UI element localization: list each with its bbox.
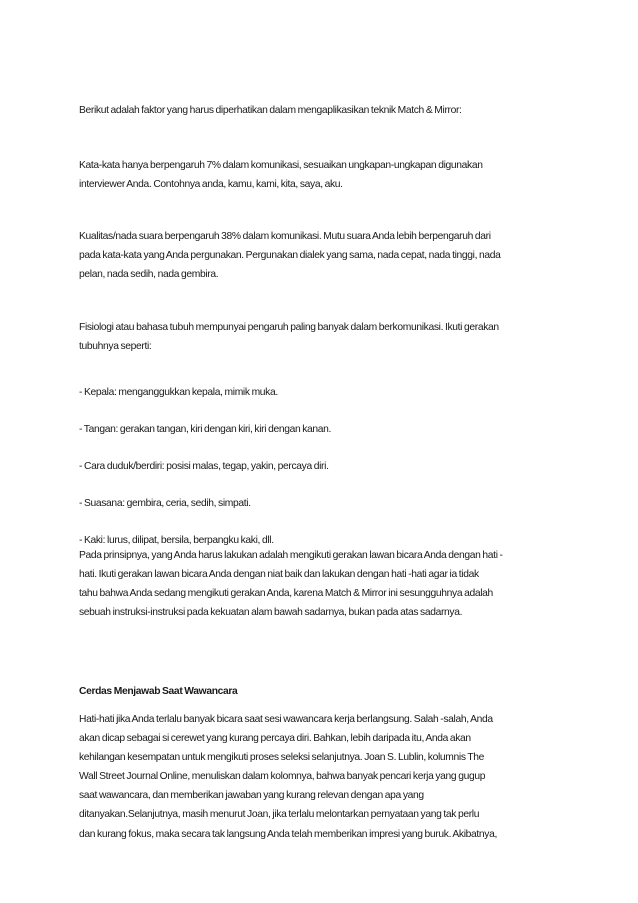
list-item: - Cara duduk/berdiri: posisi malas, tegap, yakin, percaya diri. bbox=[79, 460, 329, 472]
text-line: Wall Street Journal Online, menuliskan dalam kolomnya, bahwa banyak pencari kerja yang gugup bbox=[79, 771, 486, 783]
text-line: akan dicap sebagai si cerewet yang kurang percaya diri. Bahkan, lebih daripada itu, Anda akan bbox=[79, 733, 471, 745]
text-line: pelan, nada sedih, nada gembira. bbox=[79, 269, 219, 281]
text-line: ditanyakan.Selanjutnya, masih menurut Joan, jika terlalu melontarkan pernyataan yang tak perlu bbox=[79, 809, 480, 821]
list-item: - Kaki: lurus, dilipat, bersila, berpangku kaki, dll. bbox=[79, 534, 274, 546]
text-line: saat wawancara, dan memberikan jawaban yang kurang relevan dengan apa yang bbox=[79, 790, 424, 802]
kata-kata-paragraph bbox=[79, 156, 561, 194]
text-line: dan kurang fokus, maka secara tak langsung Anda telah memberikan impresi yang buruk. Akibatnya, bbox=[79, 828, 497, 840]
text-line: tubuhnya seperti: bbox=[79, 341, 152, 353]
text-line: interviewer Anda. Contohnya anda, kamu, kami, kita, saya, aku. bbox=[79, 179, 343, 191]
prinsip-paragraph bbox=[79, 546, 561, 622]
section-heading bbox=[79, 682, 561, 701]
text-line: Fisiologi atau bahasa tubuh mempunyai pengaruh paling banyak dalam berkomunikasi. Ikuti gerakan bbox=[79, 322, 499, 333]
text-line: Berikut adalah faktor yang harus diperhatikan dalam mengaplikasikan teknik Match & Mirror: bbox=[79, 105, 462, 116]
text-line: kehilangan kesempatan untuk mengikuti proses seleksi selanjutnya. Joan S. Lublin, kolumnis The bbox=[79, 752, 485, 764]
list-item: - Kepala: menganggukkan kepala, mimik muka. bbox=[79, 387, 278, 398]
body-gesture-list bbox=[79, 383, 561, 550]
heading-text: Cerdas Menjawab Saat Wawancara bbox=[79, 686, 238, 697]
text-line: Hati-hati jika Anda terlalu banyak bicara saat sesi wawancara kerja berlangsung. Salah -salah, Anda bbox=[79, 714, 493, 725]
list-item: - Tangan: gerakan tangan, kiri dengan kiri, kiri dengan kanan. bbox=[79, 423, 332, 435]
text-line: Pada prinsipnya, yang Anda harus lakukan adalah mengikuti gerakan lawan bicara Anda dengan hati - bbox=[79, 550, 503, 561]
text-line: pada kata-kata yang Anda pergunakan. Pergunakan dialek yang sama, nada cepat, nada tinggi, nada bbox=[79, 250, 501, 262]
text-line: Kualitas/nada suara berpengaruh 38% dalam komunikasi. Mutu suara Anda lebih berpengaruh dari bbox=[79, 231, 491, 242]
kualitas-paragraph bbox=[79, 227, 561, 284]
text-line: sebuah instruksi-instruksi pada kekuatan alam bawah sadarnya, bukan pada atas sadarnya. bbox=[79, 607, 463, 619]
text-line: Kata-kata hanya berpengaruh 7% dalam komunikasi, sesuaikan ungkapan-ungkapan digunakan bbox=[79, 160, 483, 171]
fisiologi-paragraph bbox=[79, 318, 561, 356]
intro-paragraph bbox=[79, 101, 561, 120]
text-line: hati. Ikuti gerakan lawan bicara Anda dengan niat baik dan lakukan dengan hati -hati agar ia tidak bbox=[79, 569, 479, 581]
text-line: tahu bahwa Anda sedang mengikuti gerakan Anda, karena Match & Mirror ini sesungguhnya adalah bbox=[79, 588, 493, 600]
list-item: - Suasana: gembira, ceria, sedih, simpati. bbox=[79, 497, 251, 509]
hati-hati-paragraph bbox=[79, 710, 561, 844]
